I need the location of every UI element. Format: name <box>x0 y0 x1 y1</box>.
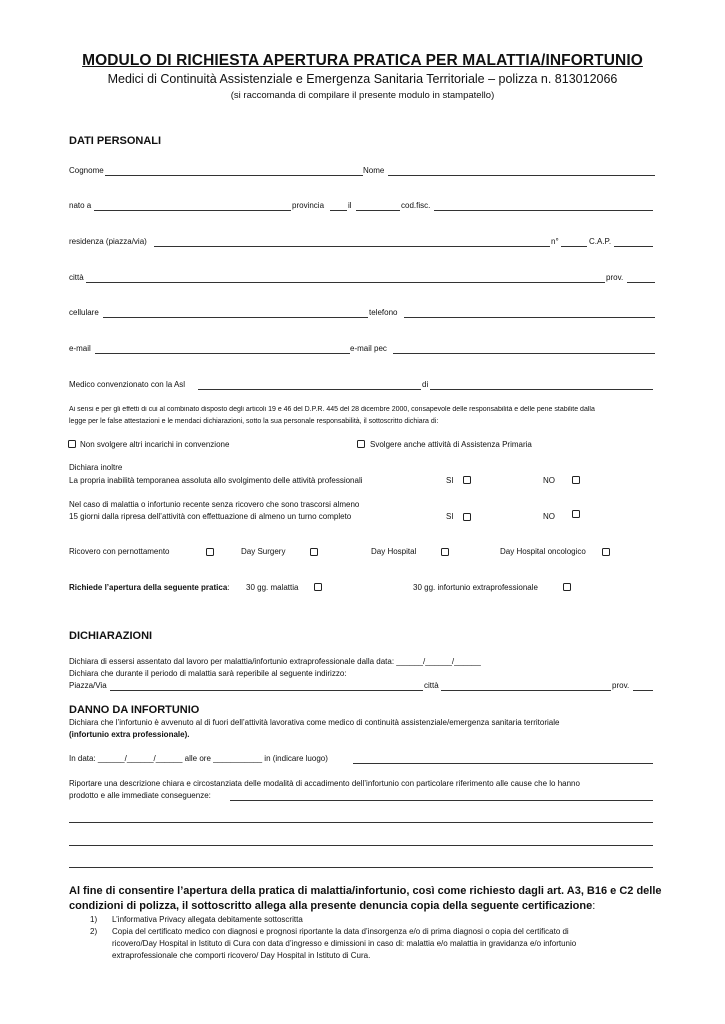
non-svolgere-checkbox[interactable] <box>68 440 76 448</box>
label-telefono: telefono <box>369 308 398 317</box>
citta-field[interactable] <box>86 282 605 283</box>
numero-civico-field[interactable] <box>561 246 587 247</box>
label-numero: n° <box>551 237 559 246</box>
provincia-nascita-field[interactable] <box>330 210 347 211</box>
luogo-nascita-field[interactable] <box>94 210 291 211</box>
residenza-field[interactable] <box>154 246 550 247</box>
label-malattia: 30 gg. malattia <box>246 583 299 592</box>
reperibilita-prov-field[interactable] <box>633 690 653 691</box>
danno-line-2: (infortunio extra professionale). <box>69 730 190 739</box>
label-email: e-mail <box>69 344 91 353</box>
list-item-1-text: L’informativa Privacy allegata debitamente sottoscritta <box>112 915 303 924</box>
label-citta-reperibilita: città <box>424 681 439 690</box>
cognome-field[interactable] <box>105 175 363 176</box>
label-richiede <box>69 583 230 592</box>
label-no-1: NO <box>543 476 555 485</box>
page-subtitle: Medici di Continuità Assistenziale e Emergenza Sanitaria Territoriale – polizza n. 813012066 <box>107 72 618 86</box>
label-day-hospital: Day Hospital <box>371 547 417 556</box>
label-day-surgery: Day Surgery <box>241 547 286 556</box>
malattia-checkbox[interactable] <box>314 583 322 591</box>
footer-bold-line-2 <box>69 900 595 912</box>
data-nascita-field[interactable] <box>356 210 400 211</box>
ricovero-checkbox[interactable] <box>206 548 214 556</box>
reperibilita-indirizzo-field[interactable] <box>110 690 423 691</box>
declaration-text-1: Ai sensi e per gli effetti di cui al combinato disposto degli articoli 19 e 46 del D.P.R. 445 del 28 dicembre 2000, consapevole delle responsabilità e delle pene stabilite dalla <box>69 406 595 413</box>
dichiarazioni-line-2: Dichiara che durante il periodo di malattia sarà reperibile al seguente indirizzo: <box>69 669 347 678</box>
descrizione-field-3[interactable] <box>69 845 653 846</box>
page-title: MODULO DI RICHIESTA APERTURA PRATICA PER MALATTIA/INFORTUNIO <box>82 52 643 69</box>
telefono-field[interactable] <box>404 317 655 318</box>
email-field[interactable] <box>95 353 350 354</box>
label-non-svolgere: Non svolgere altri incarichi in convenzione <box>80 440 230 449</box>
list-item-2-text: Copia del certificato medico con diagnosi e prognosi riportante la data d’insorgenza e/o di prima diagnosi o copia del certificato di <box>112 927 569 936</box>
label-cap: C.A.P. <box>589 237 612 246</box>
list-item-2-num: 2) <box>90 927 98 936</box>
label-ricovero: Ricovero con pernottamento <box>69 547 170 556</box>
label-residenza: residenza (piazza/via) <box>69 237 147 246</box>
label-provincia: provincia <box>292 201 325 210</box>
email-pec-field[interactable] <box>393 353 655 354</box>
label-day-hospital-onco: Day Hospital oncologico <box>500 547 586 556</box>
label-codfisc: cod.fisc. <box>401 201 431 210</box>
label-nato-a: nato a <box>69 201 92 210</box>
list-item-1-num: 1) <box>90 915 98 924</box>
label-svolgere: Svolgere anche attività di Assistenza Primaria <box>370 440 532 449</box>
day-hospital-checkbox[interactable] <box>441 548 449 556</box>
dichiarazioni-line-1: Dichiara di essersi assentato dal lavoro per malattia/infortunio extraprofessionale dalla data: ______/______/______ <box>69 657 481 666</box>
descrizione-field-2[interactable] <box>69 822 653 823</box>
svolgere-checkbox[interactable] <box>357 440 365 448</box>
label-si-1: SI <box>446 476 454 485</box>
si-1-checkbox[interactable] <box>463 476 471 484</box>
question-ripresa-b: 15 giorni dalla ripresa dell’attività con effettuazione di almeno un turno completo <box>69 512 352 521</box>
nome-field[interactable] <box>388 175 655 176</box>
list-item-2-cont-1: ricovero/Day Hospital in Istituto di Cura con data d’ingresso e dimissioni in caso di: malattia e/o malattia in gravidanza e/o infortunio <box>112 939 577 948</box>
no-2-checkbox[interactable] <box>572 510 580 518</box>
list-item-2-cont-2: extraprofessionale che comporti ricovero/ Day Hospital in Istituto di Cura. <box>112 951 371 960</box>
declaration-text-2: legge per le false attestazioni e le mendaci dichiarazioni, sotto la sua personale responsabilità, il sottoscritto dichiara di: <box>69 418 439 425</box>
section-heading-personal: DATI PERSONALI <box>69 135 162 147</box>
label-piazza: Piazza/Via <box>69 681 107 690</box>
question-inabilita: La propria inabilità temporanea assoluta allo svolgimento delle attività professionali <box>69 476 363 485</box>
asl-di-field[interactable] <box>430 389 653 390</box>
day-hospital-onco-checkbox[interactable] <box>602 548 610 556</box>
label-cognome: Cognome <box>69 166 104 175</box>
footer-bold-line-2-text: condizioni di polizza, il sottoscritto allega alla presente denuncia copia della seguente certificazione <box>69 900 593 912</box>
luogo-infortunio-field[interactable] <box>353 763 653 764</box>
label-no-2: NO <box>543 512 555 521</box>
label-prov: prov. <box>606 273 624 282</box>
label-il: il <box>348 201 352 210</box>
label-in-data: In data: ______/______/______ alle ore ___________ in (indicare luogo) <box>69 754 328 763</box>
label-prov-reperibilita: prov. <box>612 681 630 690</box>
codice-fiscale-field[interactable] <box>434 210 653 211</box>
section-heading-danno: DANNO DA INFORTUNIO <box>69 704 200 716</box>
riportare-line-1: Riportare una descrizione chiara e circostanziata delle modalità di accadimento dell’infortunio con particolare riferimento alle cause che lo hanno <box>69 779 580 788</box>
label-infortunio: 30 gg. infortunio extraprofessionale <box>413 583 538 592</box>
riportare-line-2: prodotto e alle immediate conseguenze: <box>69 791 211 800</box>
label-email-pec: e-mail pec <box>350 344 387 353</box>
label-si-2: SI <box>446 512 454 521</box>
cellulare-field[interactable] <box>103 317 368 318</box>
infortunio-checkbox[interactable] <box>563 583 571 591</box>
descrizione-field-4[interactable] <box>69 867 653 868</box>
si-2-checkbox[interactable] <box>463 513 471 521</box>
label-nome: Nome <box>363 166 385 175</box>
richiede-bold: Richiede l’apertura della seguente pratica <box>69 583 228 592</box>
page-note: (si raccomanda di compilare il presente modulo in stampatello) <box>230 90 495 101</box>
no-1-checkbox[interactable] <box>572 476 580 484</box>
richiede-colon: : <box>227 583 230 592</box>
footer-bold-colon: : <box>592 900 596 912</box>
label-dichiara-inoltre: Dichiara inoltre <box>69 463 123 472</box>
reperibilita-citta-field[interactable] <box>441 690 611 691</box>
question-ripresa-a: Nel caso di malattia o infortunio recente senza ricovero che sono trascorsi almeno <box>69 500 360 509</box>
label-cellulare: cellulare <box>69 308 99 317</box>
label-di: di <box>422 380 429 389</box>
label-citta: città <box>69 273 84 282</box>
section-heading-dichiarazioni: DICHIARAZIONI <box>69 630 153 642</box>
prov-field[interactable] <box>627 282 655 283</box>
danno-line-1: Dichiara che l’infortunio è avvenuto al di fuori dell’attività lavorativa come medico di continuità assistenziale/emergenza sanitaria territoriale <box>69 718 560 727</box>
day-surgery-checkbox[interactable] <box>310 548 318 556</box>
cap-field[interactable] <box>614 246 653 247</box>
footer-bold-line-1: Al fine di consentire l’apertura della pratica di malattia/infortunio, così come richiesto dagli art. A3, B16 e C2 delle <box>69 885 662 897</box>
descrizione-field-1[interactable] <box>230 800 653 801</box>
label-medico-asl: Medico convenzionato con la Asl <box>69 380 186 389</box>
asl-field[interactable] <box>198 389 421 390</box>
